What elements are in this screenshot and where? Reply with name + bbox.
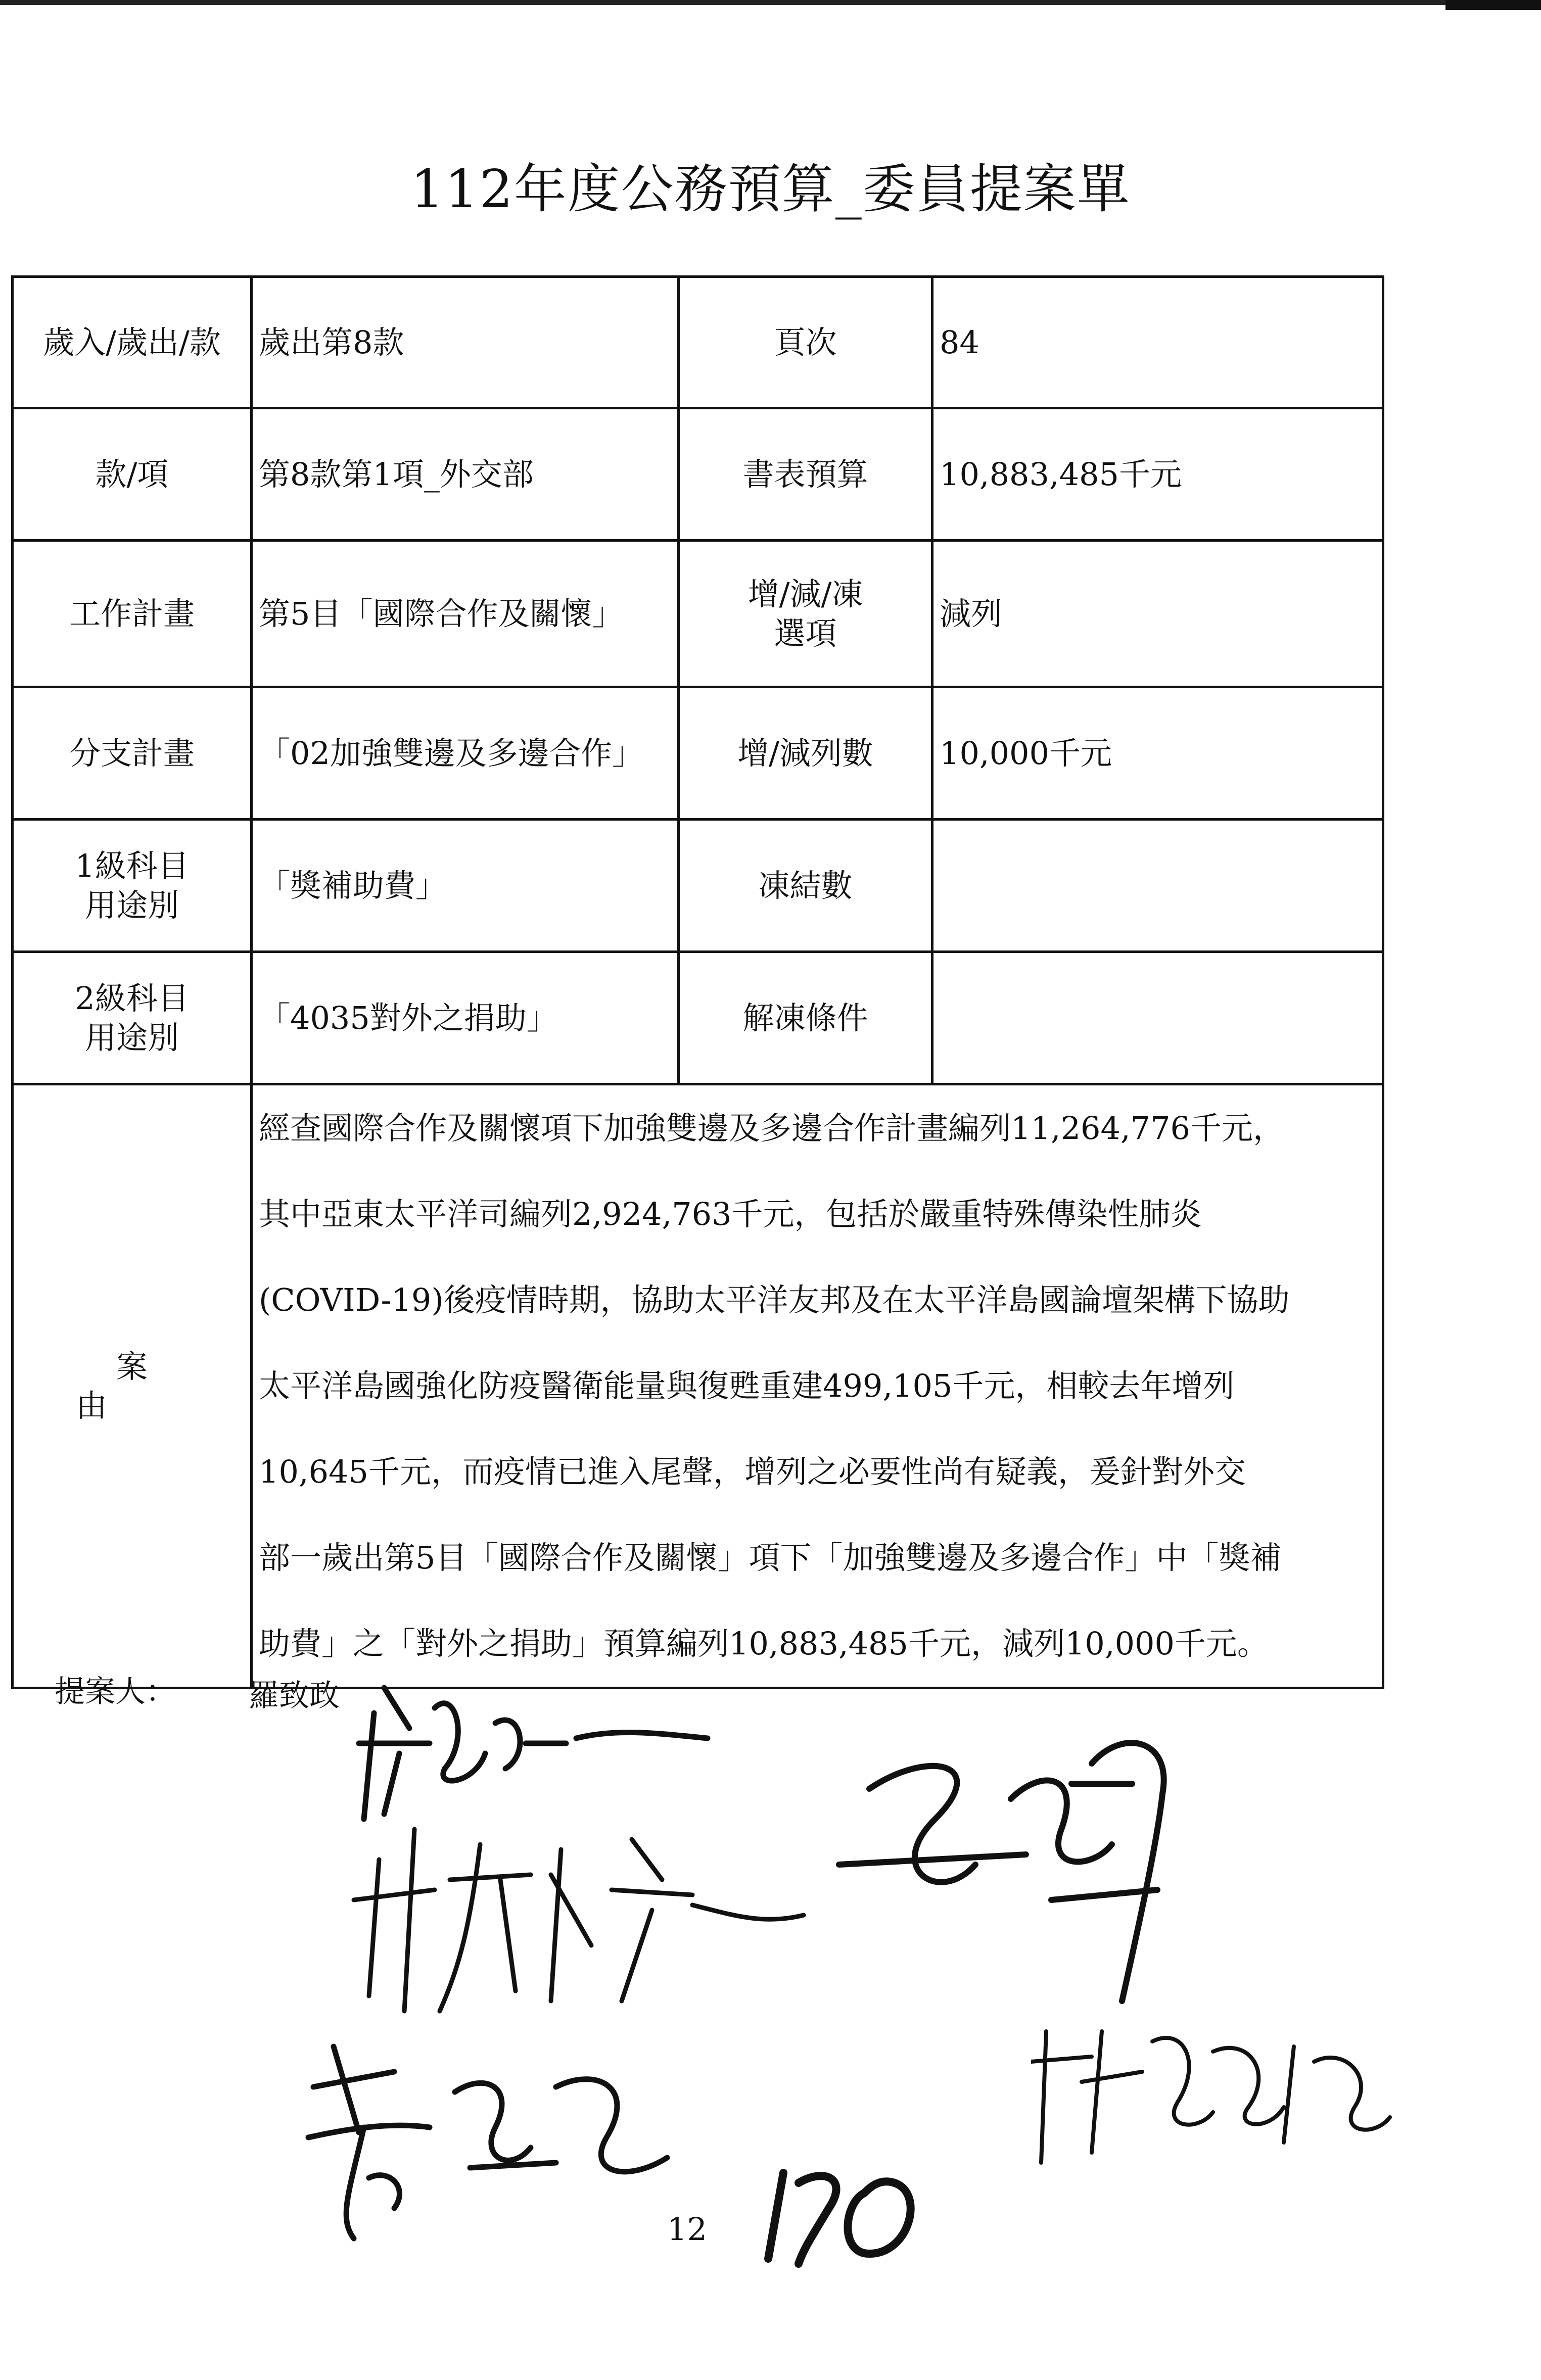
signature-3 [809, 1718, 1203, 2041]
value-budget-amount: 10,883,485千元 [932, 408, 1383, 541]
proposer-label: 提案人： [55, 1674, 176, 1709]
page-number: 12 [667, 2211, 707, 2248]
label-branch-plan: 分支計畫 [13, 687, 252, 820]
value-level1-account: 「獎補助費」 [252, 820, 679, 952]
form-row [13, 541, 1383, 687]
proposer-name: 羅致政 [249, 1678, 340, 1713]
reason-label-text: 案由 [75, 1348, 228, 1424]
value-budget-type: 歲出第8款 [252, 277, 679, 408]
label-level1-account [13, 820, 252, 952]
label-adjust-amount: 增/減列數 [679, 687, 932, 820]
form-row [13, 408, 1383, 541]
scan-top-edge [0, 0, 1541, 5]
reason-row [13, 1084, 1383, 1688]
label-freeze-amount: 凍結數 [679, 820, 932, 952]
label-adjust-option [679, 541, 932, 687]
form-row [13, 277, 1383, 408]
form-row [13, 687, 1383, 820]
reason-line: 其中亞東太平洋司編列2,924,763千元，包括於嚴重特殊傳染性肺炎 [259, 1196, 1202, 1232]
reason-line: 經查國際合作及關懷項下加強雙邊及多邊合作計畫編列11,264,776千元， [259, 1110, 1284, 1147]
reason-text [252, 1084, 1383, 1688]
label-level2-account [13, 952, 252, 1084]
form-row [13, 952, 1383, 1084]
label-level2-line1: 2級科目 [75, 980, 189, 1017]
form-row [13, 820, 1383, 952]
reason-line: (COVID-19)後疫情時期，協助太平洋友邦及在太平洋島國論壇架構下協助 [259, 1281, 1290, 1318]
signature-4 [293, 2026, 677, 2249]
label-reason [13, 1084, 252, 1688]
proposal-form-table [11, 275, 1384, 1689]
label-page: 頁次 [679, 277, 932, 408]
value-work-plan: 第5目「國際合作及關懷」 [252, 541, 679, 687]
value-adjust-amount: 10,000千元 [932, 687, 1383, 820]
value-branch-plan: 「02加強雙邊及多邊合作」 [252, 687, 679, 820]
scan-top-edge-dark [1445, 0, 1541, 10]
value-freeze-amount [932, 820, 1383, 952]
label-level2-line2: 用途別 [84, 1019, 179, 1056]
label-unfreeze-condition: 解凍條件 [679, 952, 932, 1084]
reason-line: 助費」之「對外之捐助」預算編列10,883,485千元，減列10,000千元。 [259, 1625, 1269, 1662]
label-adjust-option-line1: 增/減/凍 [748, 576, 863, 612]
value-level2-account: 「4035對外之捐助」 [252, 952, 679, 1084]
reason-line: 10,645千元，而疫情已進入尾聲，增列之必要性尚有疑義，爰針對外交 [259, 1453, 1246, 1490]
label-level1-line2: 用途別 [84, 886, 179, 924]
signature-5 [1031, 2001, 1395, 2168]
label-budget-type: 歲入/歲出/款 [13, 277, 252, 408]
reason-line: 太平洋島國強化防疫醫衛能量與復甦重建499,105千元，相較去年增列 [259, 1367, 1235, 1404]
label-budget-amount: 書表預算 [679, 408, 932, 541]
label-item: 款/項 [13, 408, 252, 541]
value-page: 84 [932, 277, 1383, 408]
value-adjust-option: 減列 [932, 541, 1383, 687]
label-adjust-option-line2: 選項 [774, 614, 837, 652]
signature-2 [349, 1799, 814, 2016]
label-level1-line1: 1級科目 [75, 847, 189, 884]
value-unfreeze-condition [932, 952, 1383, 1084]
label-work-plan: 工作計畫 [13, 541, 252, 687]
document-title: 112年度公務預算_委員提案單 [410, 158, 1131, 220]
reason-line: 部一歲出第5目「國際合作及關懷」項下「加強雙邊及多邊合作」中「獎補 [259, 1539, 1282, 1576]
value-item: 第8款第1項_外交部 [252, 408, 679, 541]
handwritten-number [748, 2163, 930, 2269]
